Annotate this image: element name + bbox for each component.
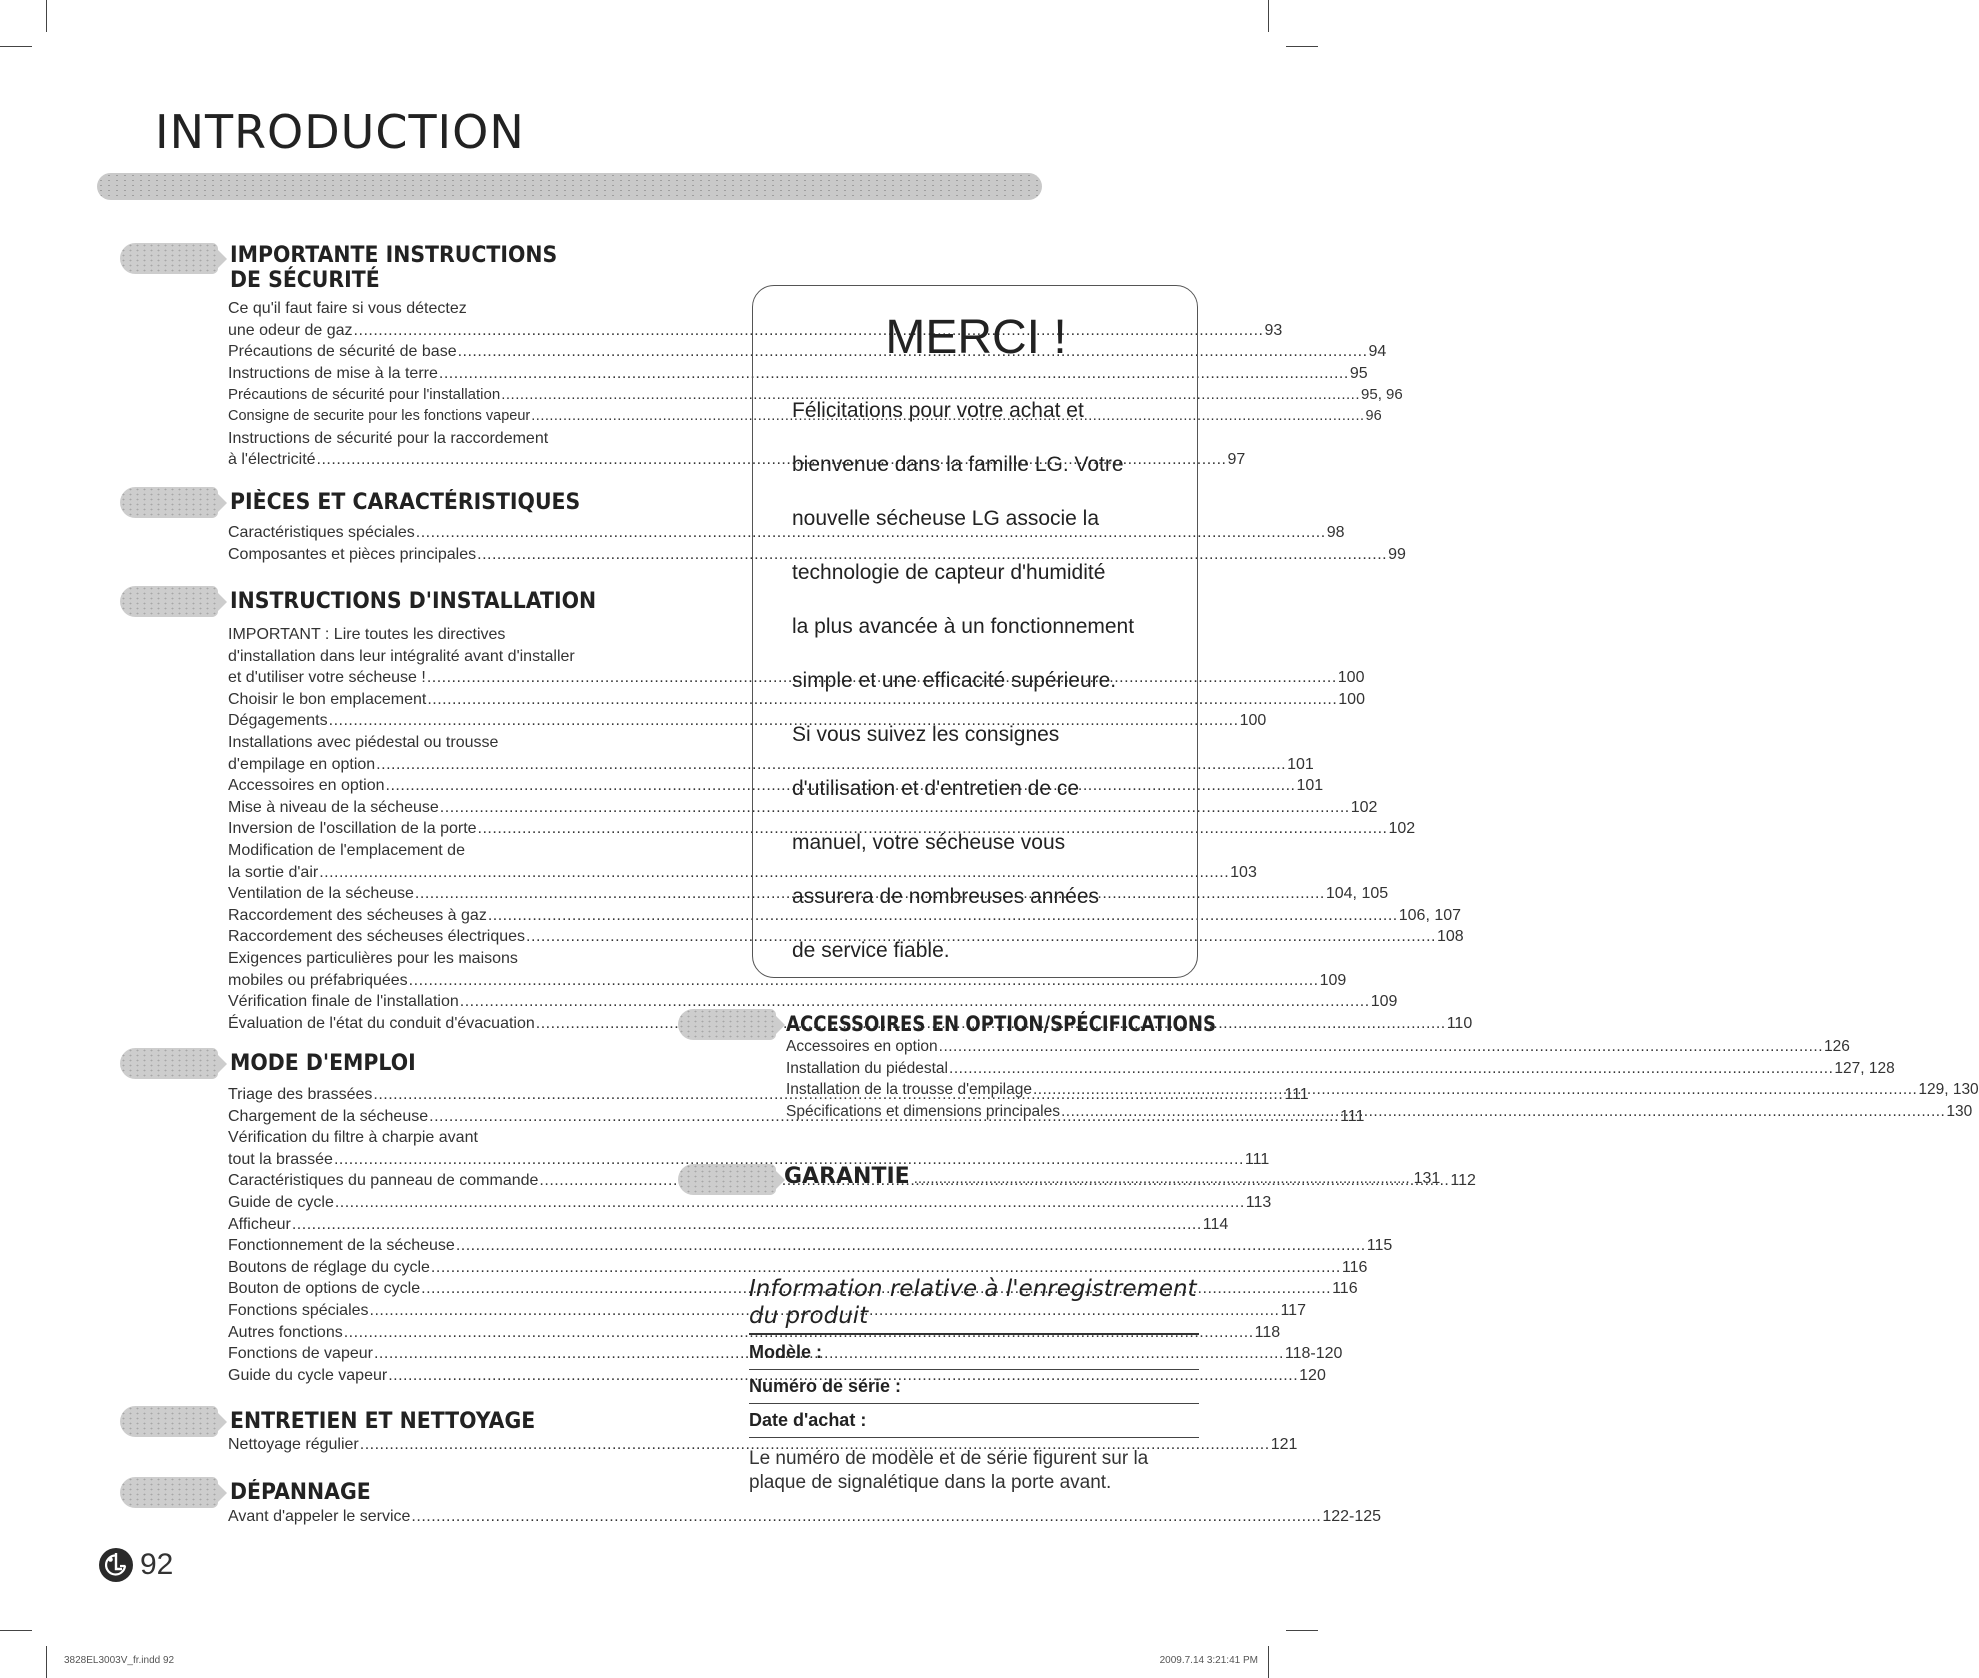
toc-entry[interactable]: Guide du cycle vapeur ..... 120	[228, 1365, 641, 1387]
toc-entry[interactable]: Avant d'appeler le service ..... 122-125	[228, 1506, 641, 1528]
page-title: INTRODUCTION	[155, 105, 525, 159]
toc-entry-list	[228, 1506, 1382, 1528]
toc-entry[interactable]: Installation de la trousse d'empilage ..... 129, 130	[786, 1079, 1200, 1101]
title-decorative-bar	[97, 173, 1042, 200]
toc-entry[interactable]: d'empilage en option ..... 101	[228, 754, 641, 776]
merci-line: Félicitations pour votre achat et	[792, 399, 1084, 422]
toc-entry[interactable]: Vérification finale de l'installation ..... 109	[228, 991, 641, 1013]
toc-entry[interactable]: Raccordement des sécheuses à gaz ..... 106, 107	[228, 905, 641, 927]
merci-line: d'utilisation et d'entretien de ce	[792, 777, 1080, 800]
toc-entry[interactable]: Précautions de sécurité de base ..... 94	[228, 341, 641, 363]
toc-entry[interactable]: Installation du piédestal ..... 127, 128	[786, 1058, 1200, 1080]
toc-entry-list	[228, 522, 1406, 565]
toc-entry[interactable]: Nettoyage régulier ..... 121	[228, 1434, 641, 1456]
section-marker	[120, 1477, 218, 1508]
toc-entry[interactable]: Choisir le bon emplacement ..... 100	[228, 689, 641, 711]
toc-entry[interactable]: Consigne de securite pour les fonctions vapeur ..... 96	[228, 406, 641, 428]
footer-timestamp: 2009.7.14 3:21:41 PM	[1159, 1655, 1258, 1666]
toc-entry[interactable]: Autres fonctions ..... 118	[228, 1322, 641, 1344]
toc-section-title: PIÈCES ET CARACTÉRISTIQUES	[230, 490, 581, 515]
toc-entry[interactable]: Dégagements ..... 100	[228, 710, 641, 732]
merci-box	[752, 285, 1198, 978]
crop-mark	[1268, 1646, 1269, 1678]
section-marker	[120, 1048, 218, 1079]
merci-line: nouvelle sécheuse LG associe la	[792, 507, 1100, 530]
page-number-text: 92	[140, 1548, 174, 1581]
garantie-title: GARANTIE	[784, 1164, 910, 1189]
toc-entry[interactable]: tout la brassée ..... 111	[228, 1149, 641, 1171]
toc-entry[interactable]: Vérification du filtre à charpie avant	[228, 1129, 478, 1147]
section-marker	[120, 487, 218, 518]
section-marker	[120, 243, 218, 274]
toc-entry[interactable]: Fonctions spéciales ..... 117	[228, 1300, 641, 1322]
toc-section-title: DÉPANNAGE	[230, 1480, 371, 1505]
merci-line: de service fiable.	[792, 939, 950, 962]
section-marker	[678, 1164, 776, 1195]
toc-section-title: MODE D'EMPLOI	[230, 1051, 416, 1076]
toc-entry[interactable]: à l'électricité ..... 97	[228, 449, 641, 471]
toc-entry[interactable]: Triage des brassées ..... 111	[228, 1084, 641, 1106]
toc-entry[interactable]: Instructions de mise à la terre ..... 95	[228, 363, 641, 385]
purchase-date-field[interactable]: Date d'achat :	[749, 1404, 1199, 1438]
toc-entry[interactable]: Composantes et pièces principales ..... 99	[228, 544, 641, 566]
crop-mark	[1286, 1630, 1318, 1631]
toc-entry-list	[228, 1434, 1298, 1456]
crop-mark	[1286, 46, 1318, 47]
garantie-page: 131	[1413, 1170, 1441, 1187]
toc-entry[interactable]: Inversion de l'oscillation de la porte ..... 102	[228, 818, 641, 840]
toc-entry[interactable]: IMPORTANT : Lire toutes les directives	[228, 626, 506, 643]
toc-section-title: ENTRETIEN ET NETTOYAGE	[230, 1409, 536, 1434]
registration-rule	[749, 1333, 1199, 1335]
section-marker	[120, 586, 218, 617]
toc-entry[interactable]: Fonctionnement de la sécheuse ..... 115	[228, 1235, 641, 1257]
toc-entry[interactable]: Boutons de réglage du cycle ..... 116	[228, 1257, 641, 1279]
crop-mark	[1268, 0, 1269, 32]
merci-title: MERCI !	[885, 311, 1067, 364]
registration-note: Le numéro de modèle et de série figurent sur la plaque de signalétique dans la porte avant.	[749, 1448, 1149, 1493]
model-field[interactable]: Modèle :	[749, 1336, 1199, 1370]
toc-entry[interactable]: une odeur de gaz ..... 93	[228, 320, 641, 342]
toc-entry[interactable]: Précautions de sécurité pour l'installation ..... 95, 96	[228, 384, 641, 406]
toc-entry[interactable]: la sortie d'air ..... 103	[228, 862, 641, 884]
toc-entry[interactable]: et d'utiliser votre sécheuse ! ..... 100	[228, 667, 641, 689]
toc-entry[interactable]: d'installation dans leur intégralité avant d'installer	[228, 647, 575, 665]
merci-line: assurera de nombreuses années	[792, 885, 1100, 908]
toc-entry[interactable]: Afficheur ..... 114	[228, 1214, 641, 1236]
toc-entry[interactable]: mobiles ou préfabriquées ..... 109	[228, 970, 641, 992]
registration-title: Information relative à l'enregistrement du produit	[749, 1276, 1197, 1329]
toc-entry[interactable]: Guide de cycle ..... 113	[228, 1192, 641, 1214]
crop-mark	[0, 1630, 32, 1631]
toc-entry[interactable]: Instructions de sécurité pour la raccordement	[228, 429, 549, 447]
toc-entry-garantie[interactable]	[784, 1164, 1441, 1189]
merci-line: la plus avancée à un fonctionnement	[792, 615, 1135, 638]
lg-logo-icon	[98, 1547, 134, 1583]
toc-entry[interactable]: Chargement de la sécheuse ..... 111	[228, 1106, 641, 1128]
section-marker	[120, 1406, 218, 1437]
toc-entry[interactable]: Modification de l'emplacement de	[228, 841, 465, 859]
toc-entry[interactable]: Accessoires en option ..... 101	[228, 775, 641, 797]
leader-dots: .......................................................................................................................	[913, 1170, 1410, 1187]
toc-entry[interactable]: Mise à niveau de la sécheuse ..... 102	[228, 797, 641, 819]
merci-line: manuel, votre sécheuse vous	[792, 831, 1066, 854]
crop-mark	[46, 0, 47, 32]
toc-entry-list	[786, 1036, 1979, 1122]
merci-line: bienvenue dans la famille LG. Votre	[792, 453, 1124, 476]
toc-entry[interactable]: Caractéristiques spéciales ..... 98	[228, 522, 641, 544]
merci-line: technologie de capteur d'humidité	[792, 561, 1106, 584]
toc-entry[interactable]: Ventilation de la sécheuse ..... 104, 105	[228, 883, 641, 905]
merci-line: simple et une efficacité supérieure.	[792, 669, 1117, 692]
toc-entry[interactable]: Ce qu'il faut faire si vous détectez	[228, 300, 467, 317]
toc-entry[interactable]: Raccordement des sécheuses électriques ..... 108	[228, 926, 641, 948]
footer-file-name: 3828EL3003V_fr.indd 92	[64, 1655, 175, 1666]
toc-section-title: ACCESSOIRES EN OPTION/SPÉCIFICATIONS	[786, 1012, 1217, 1036]
toc-entry[interactable]: Accessoires en option ..... 126	[786, 1036, 1200, 1058]
toc-entry[interactable]: Bouton de options de cycle ..... 116	[228, 1278, 641, 1300]
crop-mark	[0, 46, 32, 47]
toc-entry[interactable]: Fonctions de vapeur ..... 118-120	[228, 1343, 641, 1365]
crop-mark	[46, 1646, 47, 1678]
toc-entry[interactable]: Évaluation de l'état du conduit d'évacuation ..... 110	[228, 1013, 641, 1035]
merci-line: Si vous suivez les consignes	[792, 723, 1060, 746]
toc-entry[interactable]: Exigences particulières pour les maisons	[228, 949, 518, 967]
toc-entry[interactable]: Installations avec piédestal ou trousse	[228, 733, 499, 751]
toc-entry[interactable]: Caractéristiques du panneau de commande ..... 112	[228, 1170, 641, 1192]
merci-message	[792, 384, 1134, 978]
page-number	[98, 1547, 173, 1583]
toc-section-title: IMPORTANTE INSTRUCTIONS DE SÉCURITÉ	[230, 243, 558, 293]
section-marker	[678, 1009, 776, 1040]
toc-entry[interactable]: Spécifications et dimensions principales ..... 130	[786, 1101, 1200, 1123]
toc-section-title: INSTRUCTIONS D'INSTALLATION	[230, 589, 597, 614]
serial-number-field[interactable]: Numéro de série :	[749, 1370, 1199, 1404]
